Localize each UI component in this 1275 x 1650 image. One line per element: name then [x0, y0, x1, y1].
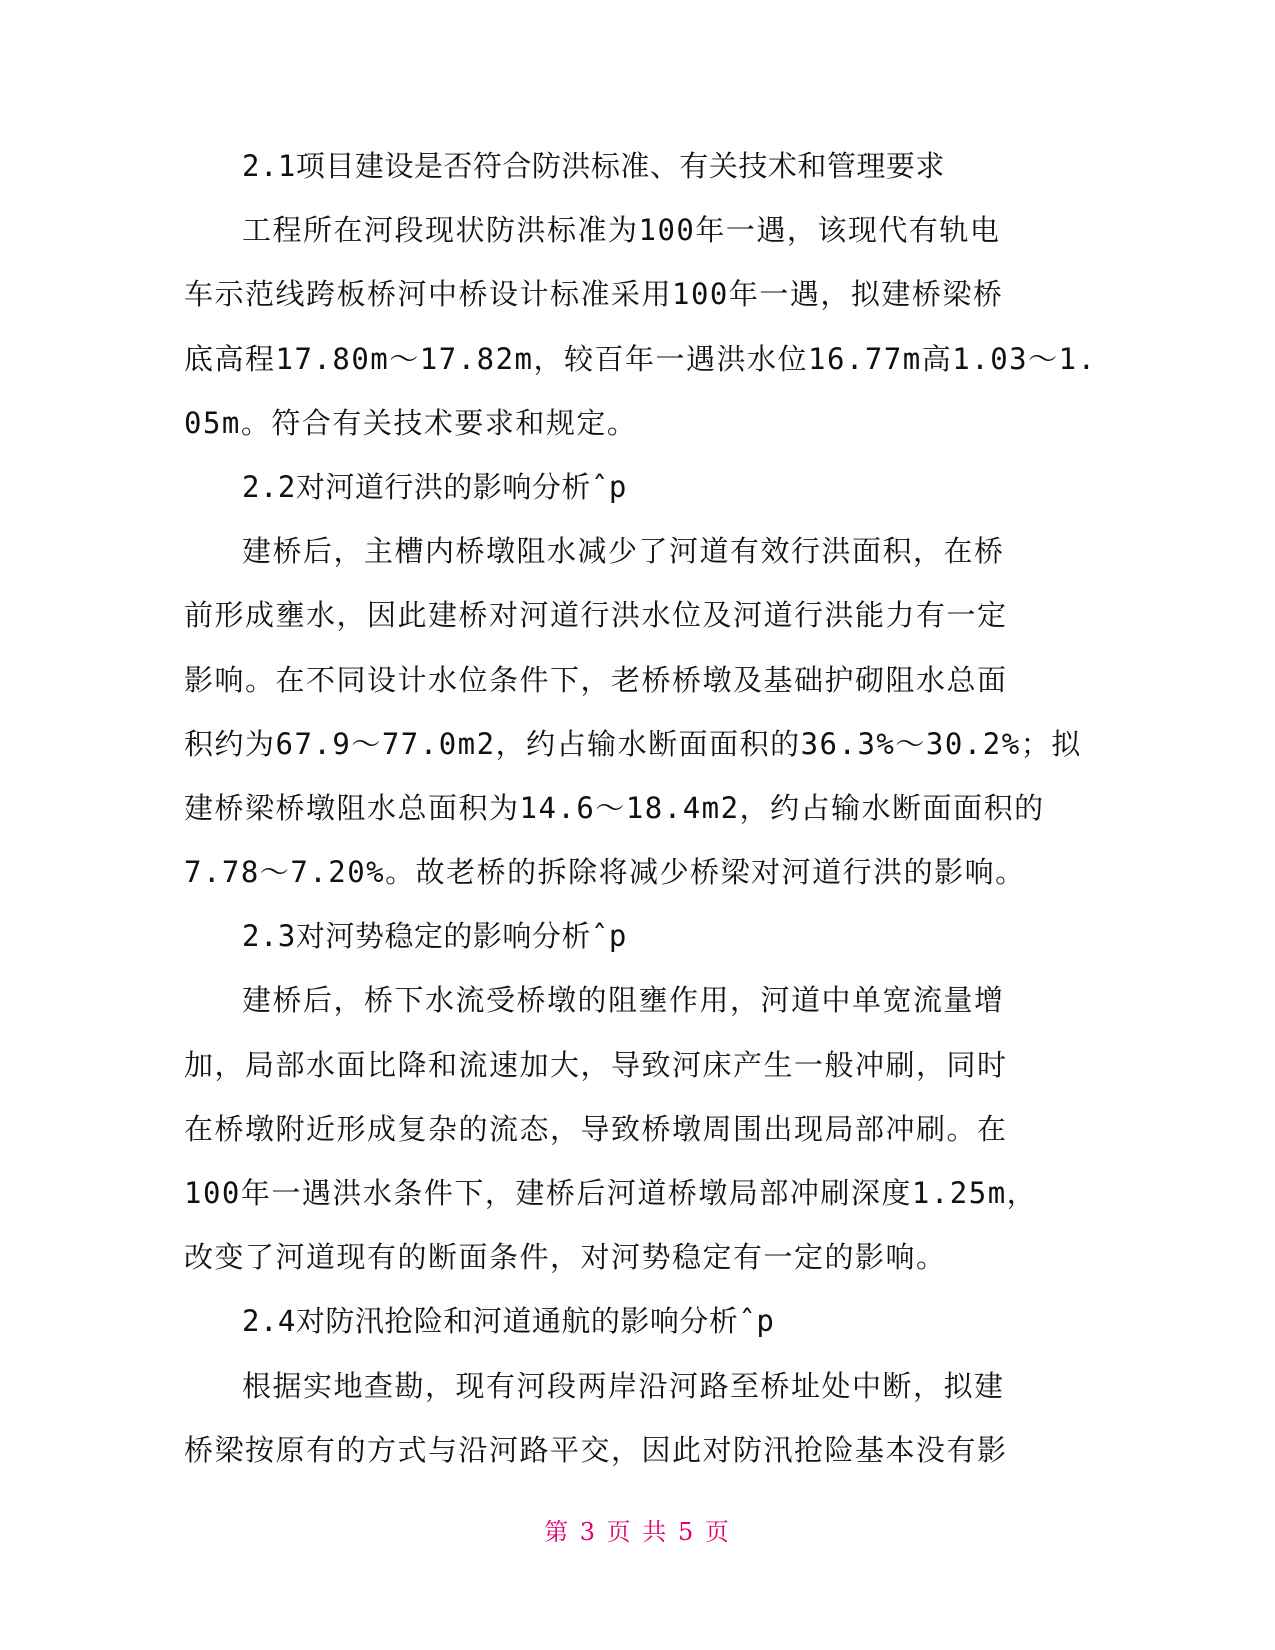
paragraph-line: 工程所在河段现状防洪标准为100年一遇，该现代有轨电 [242, 213, 1001, 248]
paragraph-line: 建桥后，桥下水流受桥墩的阻壅作用，河道中单宽流量增 [242, 983, 1005, 1018]
paragraph-line: 影响。在不同设计水位条件下，老桥桥墩及基础护砌阻水总面 [184, 662, 1008, 697]
paragraph-line: 建桥后，主槽内桥墩阻水减少了河道有效行洪面积，在桥 [242, 534, 1005, 569]
paragraph-line: 积约为67.9～77.0m2，约占输水断面面积的36.3%～30.2%；拟 [184, 726, 1082, 761]
paragraph-line: 桥梁按原有的方式与沿河路平交，因此对防汛抢险基本没有影 [184, 1432, 1008, 1467]
section-heading-2-3: 2.3对河势稳定的影响分析ˆp [242, 919, 627, 954]
paragraph-line: 加，局部水面比降和流速加大，导致河床产生一般冲刷，同时 [184, 1047, 1008, 1082]
paragraph-line: 车示范线跨板桥河中桥设计标准采用100年一遇，拟建桥梁桥 [184, 277, 1004, 312]
paragraph-line: 100年一遇洪水条件下，建桥后河道桥墩局部冲刷深度1.25m， [184, 1176, 1038, 1210]
paragraph-line: 建桥梁桥墩阻水总面积为14.6～18.4m2，约占输水断面面积的 [184, 790, 1045, 825]
section-heading-2-1: 2.1项目建设是否符合防洪标准、有关技术和管理要求 [242, 149, 945, 183]
paragraph-line: 7.78～7.20%。故老桥的拆除将减少桥梁对河道行洪的影响。 [184, 855, 1026, 890]
section-heading-2-4: 2.4对防汛抢险和河道通航的影响分析ˆp [242, 1304, 775, 1339]
paragraph-line: 前形成壅水，因此建桥对河道行洪水位及河道行洪能力有一定 [184, 598, 1008, 633]
paragraph-line: 根据实地查勘，现有河段两岸沿河路至桥址处中断，拟建 [242, 1368, 1005, 1403]
paragraph-line: 改变了河道现有的断面条件，对河势稳定有一定的影响。 [184, 1240, 947, 1275]
section-heading-2-2: 2.2对河道行洪的影响分析ˆp [242, 469, 627, 504]
document-body [184, 134, 1097, 1482]
page-number-footer: 第 3 页 共 5 页 [544, 1518, 731, 1546]
paragraph-line: 底高程17.80m～17.82m，较百年一遇洪水位16.77m高1.03～1. [184, 341, 1097, 376]
paragraph-line: 05m。符合有关技术要求和规定。 [184, 405, 638, 440]
paragraph-line: 在桥墩附近形成复杂的流态，导致桥墩周围出现局部冲刷。在 [184, 1111, 1008, 1146]
